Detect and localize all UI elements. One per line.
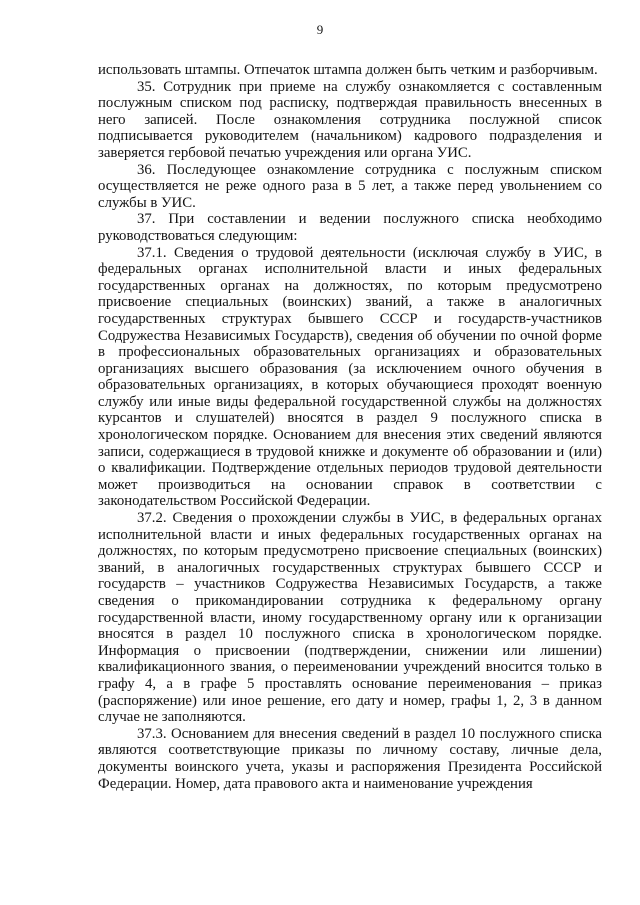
paragraph: использовать штампы. Отпечаток штампа должен быть четким и разборчивым. <box>98 62 598 78</box>
paragraph: 37.1. Сведения о трудовой деятельности (исключая службу в УИС, в федеральных органах исполнительной власти и иных федеральных государственных органах на должностях, по которым предусмотрено присвоение специальных (воинских) званий, а также в аналогичных государственных структурах бывшего СССР и государств-участников Содружества Независимых Государств), сведения об обучении по очной форме в профессиональных образовательных организациях и образовательных организациях высшего образования (за исключением очного обучения в образовательных организациях, в которых обучающиеся проходят военную службу или иные виды федеральной государственной службы на должностях курсантов и слушателей) вносятся в раздел 9 послужного списка в хронологическом порядке. Основанием для внесения этих сведений являются записи, содержащиеся в трудовой книжке и документе об образовании и (или) о квалификации. Подтверждение отдельных периодов трудовой деятельности может производиться на основании справок в соответствии с законодательством Российской Федерации. <box>98 244 602 510</box>
page-number: 9 <box>316 22 324 37</box>
paragraph: 37.3. Основанием для внесения сведений в раздел 10 послужного списка являются соответствующие приказы по личному составу, личные дела, документы воинского учета, указы и распоряжения Президента Российской Федерации. Номер, дата правового акта и наименование учреждения <box>98 725 602 792</box>
paragraph: 37.2. Сведения о прохождении службы в УИС, в федеральных органах исполнительной власти и иных федеральных государственных органах на должностях, по которым предусмотрено присвоение специальных (воинских) званий, в аналогичных государственных структурах бывшего СССР и государств – участников Содружества Независимых Государств, а также сведения о прикомандировании сотрудника к федеральному органу государственной власти, иному государственному органу или к организации вносятся в раздел 10 послужного списка в хронологическом порядке. Информация о присвоении (подтверждении, снижении или лишении) квалификационного звания, о переименовании учреждений вносится только в графу 4, а в графе 5 проставлять основание переименования – приказ (распоряжение) или иное решение, его дату и номер, графы 1, 2, 3 в данном случае не заполняются. <box>98 510 602 726</box>
paragraph: 37. При составлении и ведении послужного списка необходимо руководствоваться следующим: <box>98 211 602 244</box>
document-body <box>98 62 602 792</box>
paragraph: 35. Сотрудник при приеме на службу ознакомляется с составленным послужным списком под расписку, подтверждая правильность внесенных в него записей. После ознакомления сотрудника послужной список подписывается руководителем (начальником) кадрового подразделения и заверяется гербовой печатью учреждения или органа УИС. <box>98 78 602 161</box>
paragraph: 36. Последующее ознакомление сотрудника с послужным списком осуществляется не реже одного раза в 5 лет, а также перед увольнением со службы в УИС. <box>98 161 602 211</box>
